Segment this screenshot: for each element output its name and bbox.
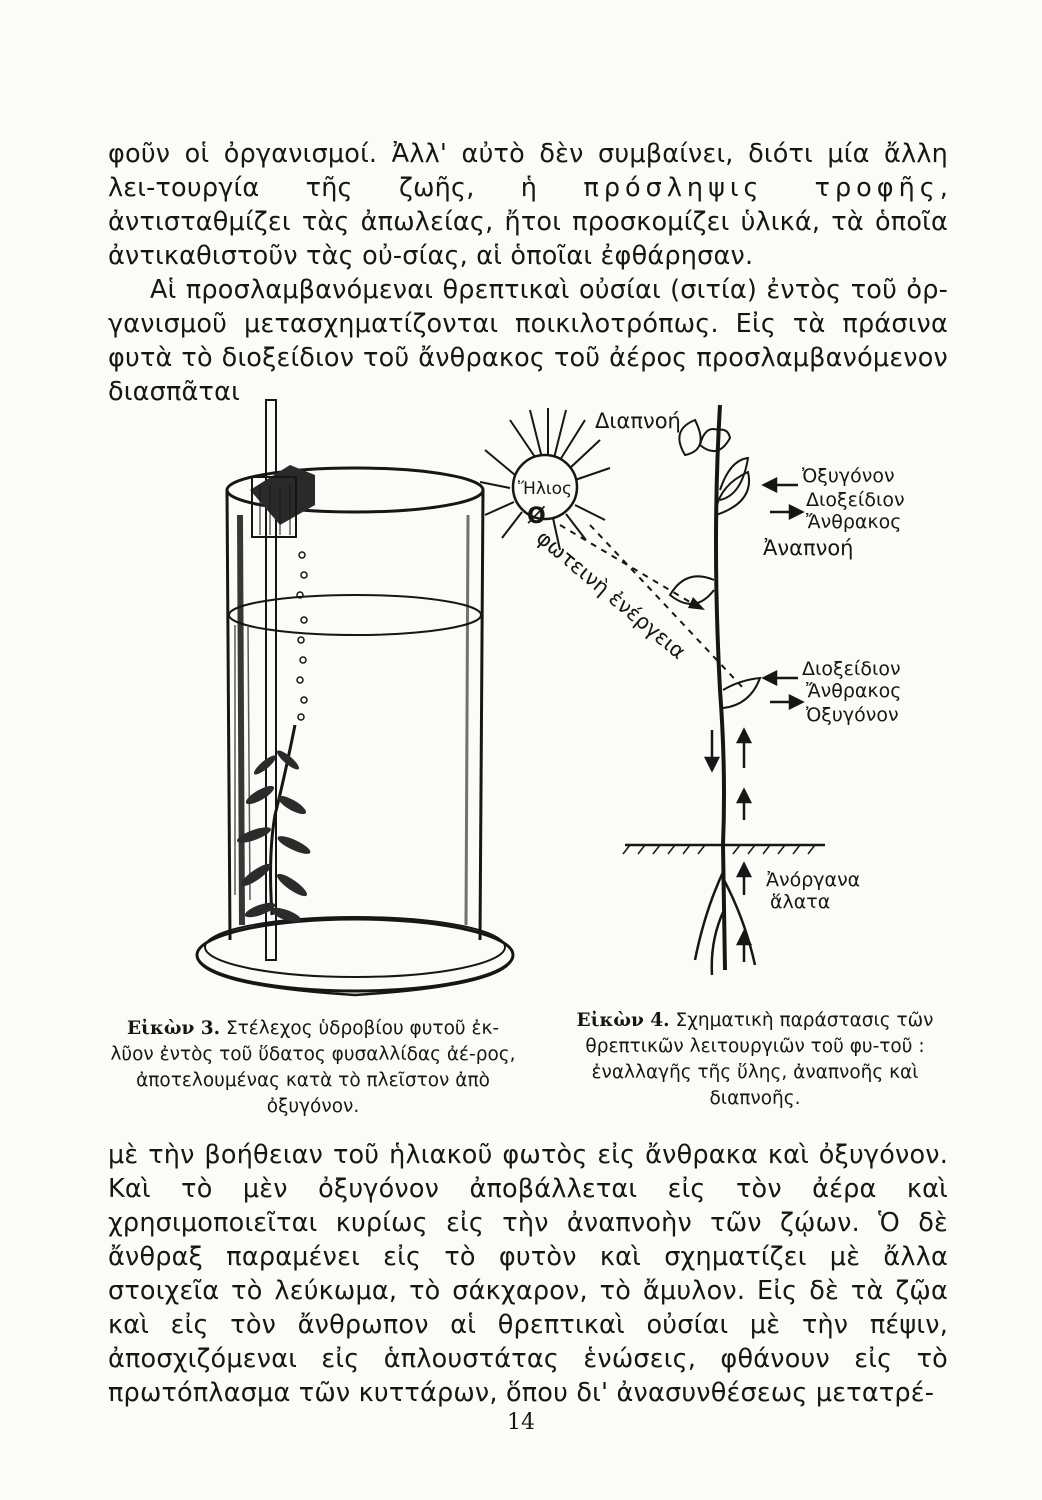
caption-4-label: Εἰκὼν 4. [576,1010,670,1031]
sun-label: Ἥλιος [517,479,573,499]
caption-4-text: Σχηματικὴ παράστασις τῶν θρεπτικῶν λειτουργιῶν τοῦ φυ-τοῦ : ἐναλλαγῆς τῆς ὕλης, ἀναπνοῆς καὶ διαπνοῆς. [585,1010,934,1109]
top-paragraph [108,137,948,409]
co2-in-label-2: Ἄνθρακος [806,511,902,533]
salts-label-2: ἅλατα [770,891,831,913]
paragraph-2: Αἱ προσλαμβανόμεναι θρεπτικαὶ οὐσίαι (σιτία) ἐντὸς τοῦ ὀρ-γανισμοῦ μετασχηματίζονται ποικιλοτρόπως. Εἰς τὰ πράσινα φυτὰ τὸ διοξείδιον τοῦ ἄνθρακος τοῦ ἀέρος προσλαμβανόμενον διασπᾶται [108,275,948,407]
figure-4-diagram [480,390,920,990]
figure-3-illustration [190,395,530,1015]
caption-figure-3 [108,1016,518,1120]
caption-3-label: Εἰκὼν 3. [126,1018,221,1039]
co2-in-label-1: Διοξείδιον [806,489,905,511]
sun-symbol: Ø [527,504,546,529]
salts-label-1: Ἀνόργανα [766,869,861,891]
transpiration-label: Διαπνοή [595,409,681,433]
caption-3-text: Στέλεχος ὑδροβίου φυτοῦ ἐκ-λῦον ἐντὸς τοῦ ὕδατος φυσαλλίδας ἀέ-ρος, ἀποτελουμένας κατὰ τὸ πλεῖστον ἀπὸ ὀξυγόνον. [110,1018,516,1117]
emphasis-spaced: πρόσληψις τροφῆς [583,173,940,203]
page-number: 14 [507,1410,535,1435]
light-energy-label: φωτεινὴ ἐνέργεια [531,525,691,664]
bottom-paragraph: μὲ τὴν βοήθειαν τοῦ ἡλιακοῦ φωτὸς εἰς ἄνθρακα καὶ ὀξυγόνον. Καὶ τὸ μὲν ὀξυγόνον ἀποβάλλεται εἰς τὸν ἀέρα καὶ χρησιμοποιεῖται κυρίως εἰς τὴν ἀναπνοὴν τῶν ζῴων. Ὁ δὲ ἄνθραξ παραμένει εἰς τὸ φυτὸν καὶ σχηματίζει μὲ ἄλλα στοιχεῖα τὸ λεύκωμα, τὸ σάκχαρον, τὸ ἄμυλον. Εἰς δὲ τὰ ζῷα καὶ εἰς τὸν ἄνθρωπον αἱ θρεπτικαὶ οὐσίαι μὲ τὴν πέψιν, ἀποσχιζόμεναι εἰς ἁπλουστάτας ἑνώσεις, φθάνουν εἰς τὸ πρωτόπλασμα τῶν κυττάρων, ὅπου δι' ἀνασυνθέσεως μετατρέ- [108,1140,948,1408]
oxygen-in-label: Ὀξυγόνον [806,704,899,726]
co2-out-label-2: Ἄνθρακος [806,680,902,702]
co2-out-label-1: Διοξείδιον [802,658,901,680]
caption-figure-4 [570,1008,940,1112]
respiration-label: Ἀναπνοή [763,536,854,560]
oxygen-out-label: Ὀξυγόνον [802,465,895,487]
paragraph-1: φοῦν οἱ ὀργανισμοί. Ἀλλ' αὐτὸ δὲν συμβαίνει, διότι μία ἄλλη λει-τουργία τῆς ζωῆς, ἡ πρόσληψις τροφῆς, ἀντισταθμίζει τὰς ἀπωλείας, ἤτοι προσκομίζει ὑλικά, τὰ ὁποῖα ἀντικαθιστοῦν τὰς οὐ-σίας, αἱ ὁποῖαι ἐφθάρησαν. [108,139,949,271]
